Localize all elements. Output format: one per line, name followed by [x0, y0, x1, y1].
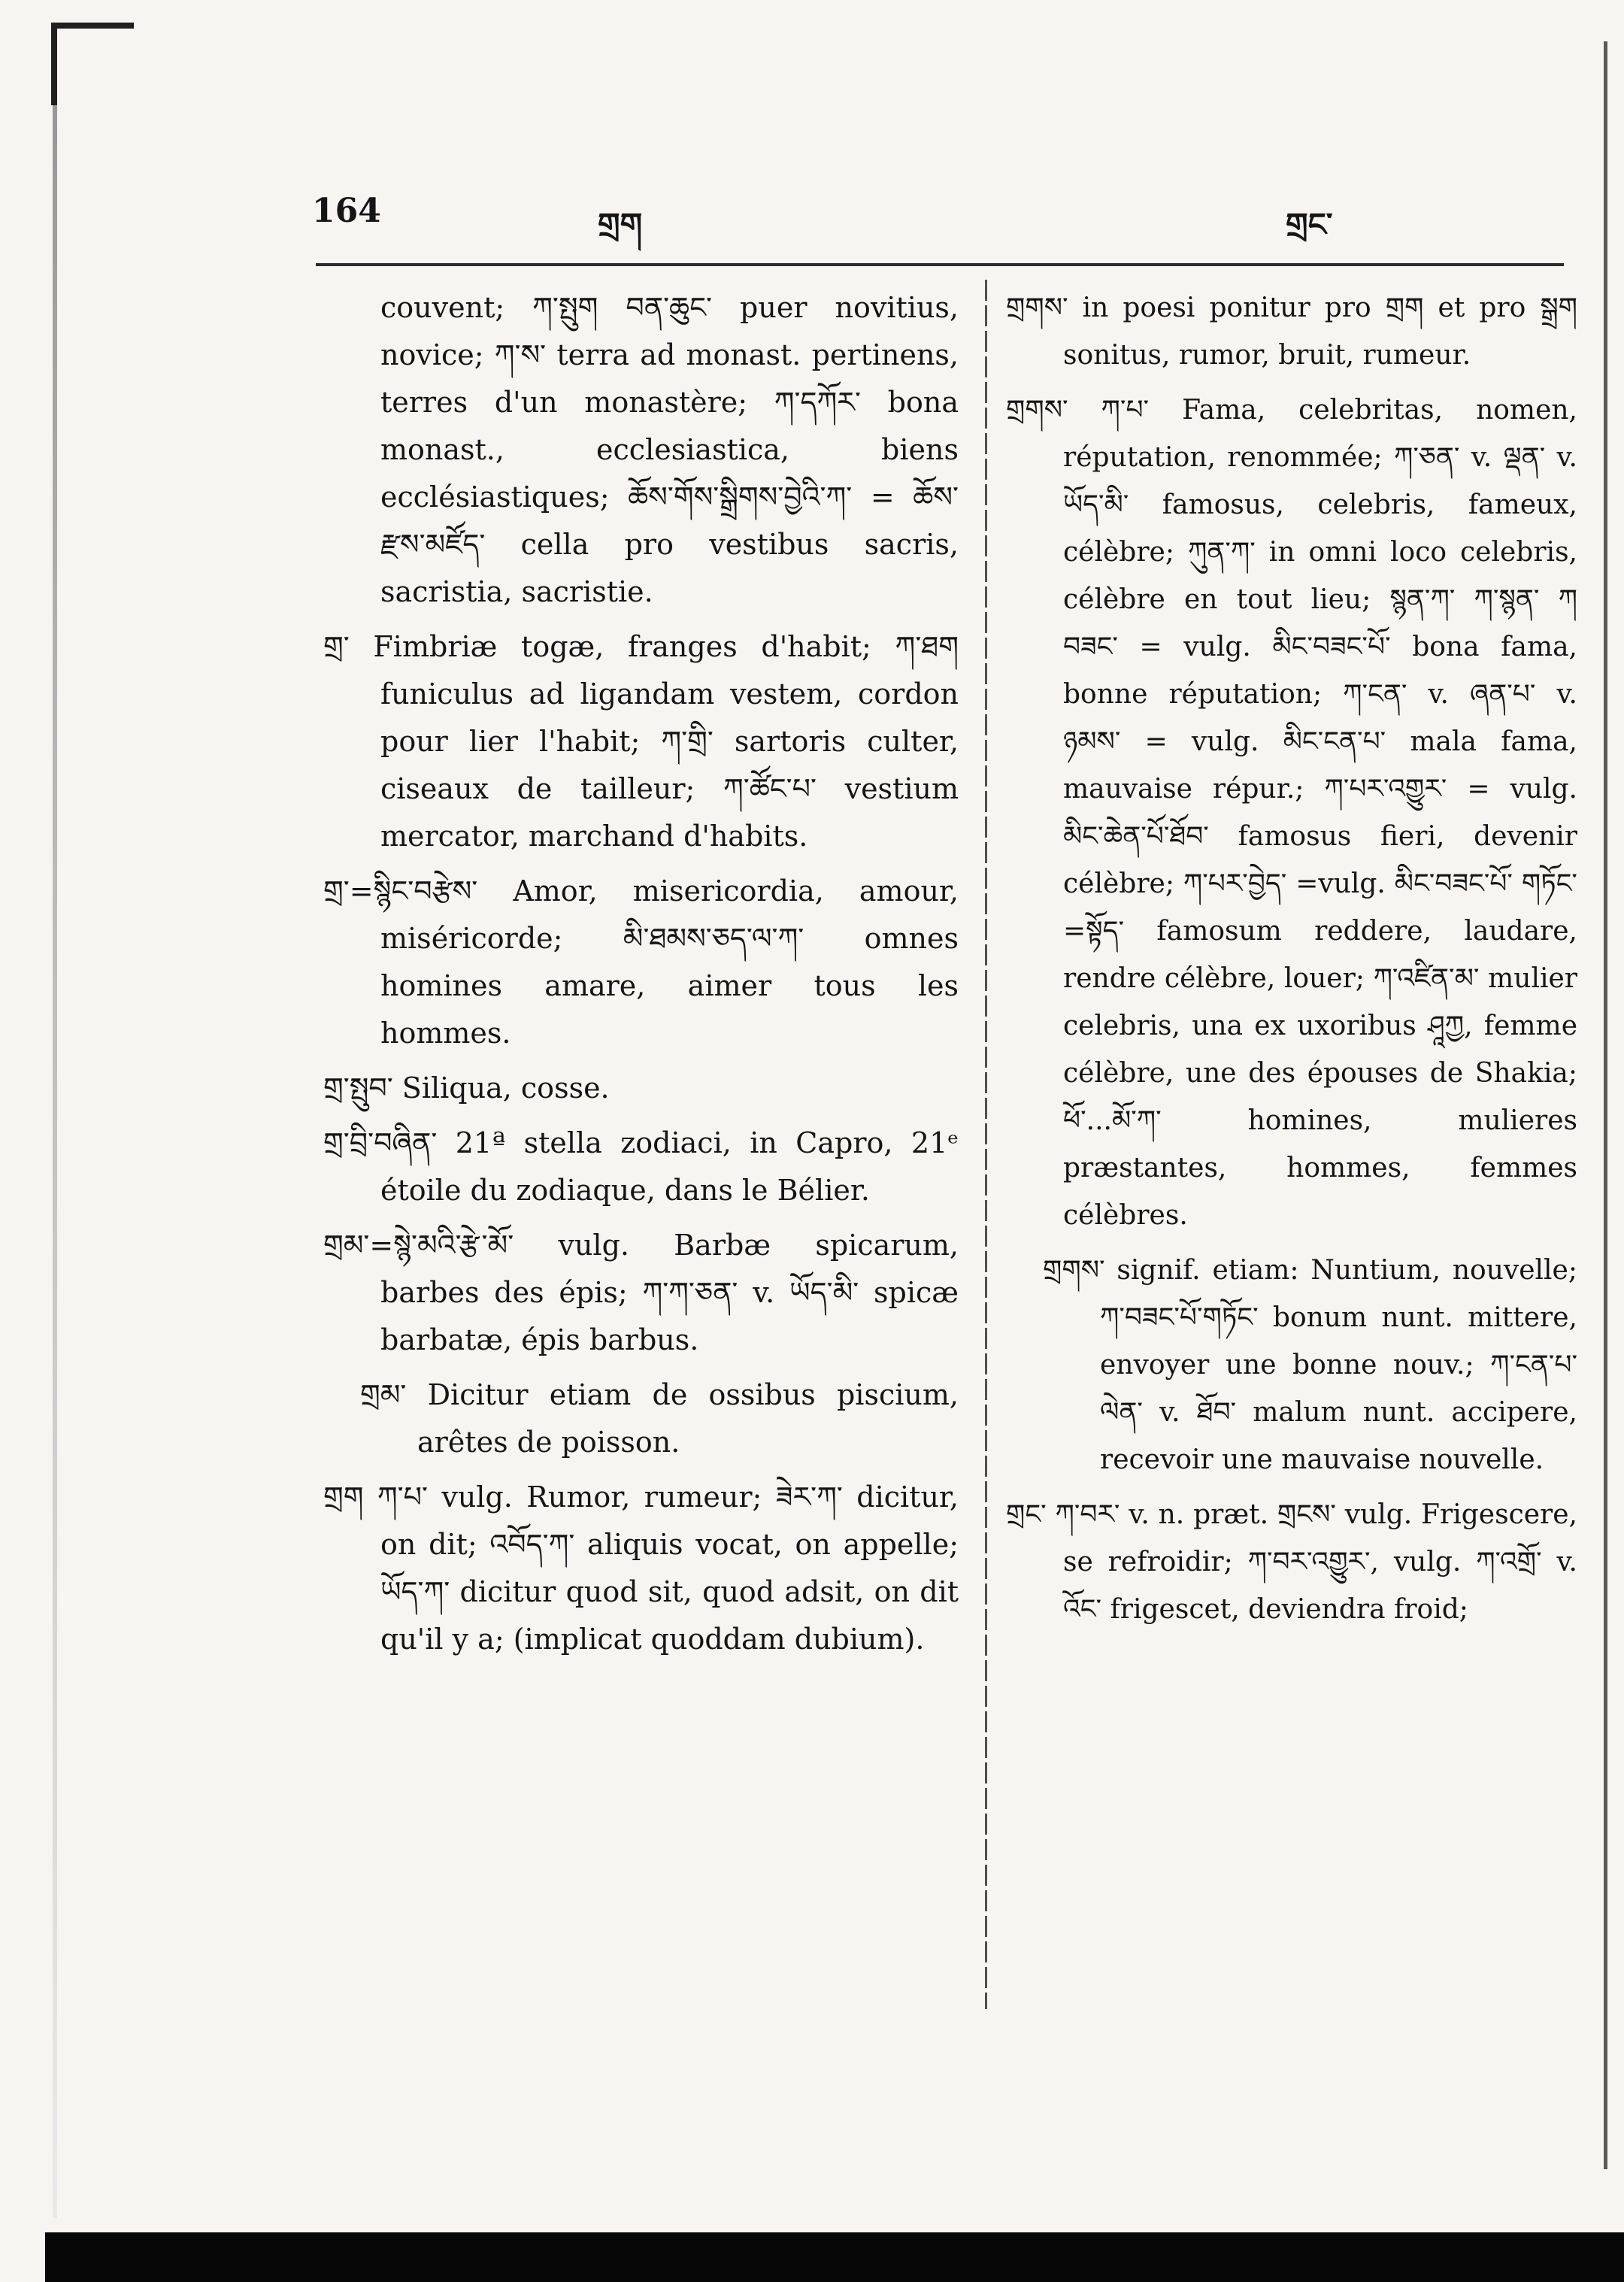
dictionary-entry — [1006, 1491, 1577, 1633]
entry-text: གྲང་ ཀ་བར་ v. n. præt. གྲངས་ vulg. Frigescere, se refroidir; ཀ་བར་འགྱུར་, vulg. ཀ་འགྲོ་ v. འོང་ frigescet, deviendra froid; — [1006, 1499, 1577, 1625]
left-running-head: གྲག — [598, 206, 643, 243]
entry-text: couvent; ཀ་སྤུག བན་ཆུང་ puer novitius, novice; ཀ་ས་ terra ad monast. pertinens, terres d'un monastère; ཀ་དཀོར་ bona monast., ecclesiastica, biens ecclésiastiques; ཆོས་གོས་སྒྲིགས་བྱེའི་ཀ་ = ཆོས་ རྫས་མཛོད་ cella pro vestibus sacris, sacristia, sacristie. — [380, 291, 959, 608]
right-scan-edge — [1604, 41, 1607, 2169]
page-number: 164 — [312, 192, 381, 230]
dictionary-entry — [323, 623, 959, 860]
dictionary-subentry — [323, 1371, 959, 1466]
dictionary-entry — [323, 1222, 959, 1364]
entry-text: གྲ་=སྙིང་བརྩེས་ Amor, misericordia, amour, miséricorde; མི་ཐམས་ཅད་ལ་ཀ་ omnes homines amare, aimer tous les hommes. — [323, 874, 959, 1050]
entry-text: གྲགས་ signif. etiam: Nuntium, nouvelle; ཀ་བཟང་པོ་གཏོང་ bonum nunt. mittere, envoyer une bonne nouv.; ཀ་ངན་པ་ ལེན་ v. ཐོབ་ malum nunt. accipere, recevoir une mauvaise nouvelle. — [1043, 1255, 1577, 1475]
dictionary-subentry — [1006, 1247, 1577, 1483]
dictionary-entry — [323, 1120, 959, 1214]
entry-text: གྲགས་ ཀ་པ་ Fama, celebritas, nomen, réputation, renommée; ཀ་ཅན་ v. ལྡན་ v. ཡོད་མི་ famosus, celebris, fameux, célèbre; ཀུན་ཀ་ in omni loco celebris, célèbre en tout lieu; སྙན་ཀ་ ཀ་སྙན་ ཀ བཟང་ = vulg. མིང་བཟང་པོ་ bona fama, bonne réputation; ཀ་ངན་ v. ཞན་པ་ v. ཉམས་ = vulg. མིང་ངན་པ་ mala fama, mauvaise répur.; ཀ་པར་འགྱུར་ = vulg. མིང་ཆེན་པོ་ཐོབ་ famosus fieri, devenir célèbre; ཀ་པར་བྱེད་ =vulg. མིང་བཟང་པོ་ གཏོང་=སྟོད་ famosum reddere, laudare, rendre célèbre, louer; ཀ་འཛིན་མ་ mulier celebris, una ex uxoribus ཤཱཀྱ, femme célèbre, une des épouses de Shakia; ཕོ་...མོ་ཀ་ homines, mulieres præstantes, hommes, femmes célèbres. — [1006, 395, 1577, 1231]
entry-text: གྲག ཀ་པ་ vulg. Rumor, rumeur; ཟེར་ཀ་ dicitur, on dit; འབོད་ཀ་ aliquis vocat, on appelle; ཡོད་ཀ་ dicitur quod sit, quod adsit, on dit qu'il y a; (implicat quoddam dubium). — [323, 1480, 959, 1656]
header-rule — [316, 263, 1564, 266]
right-running-head: གྲང་ — [1286, 206, 1333, 243]
dictionary-entry — [323, 284, 959, 616]
entry-text: གྲ་ Fimbriæ togæ, franges d'habit; ཀ་ཐག funiculus ad ligandam vestem, cordon pour lier l'habit; ཀ་གྲི་ sartoris culter, ciseaux de tailleur; ཀ་ཚོང་པ་ vestium mercator, marchand d'habits. — [323, 630, 959, 853]
dictionary-entry — [1006, 284, 1577, 379]
dictionary-entry — [1006, 386, 1577, 1239]
entry-text: གྲམ་ Dicitur etiam de ossibus piscium, arêtes de poisson. — [360, 1378, 959, 1459]
dictionary-entry — [323, 1474, 959, 1663]
entry-text: གྲ་བྲི་བཞིན་ 21ª stella zodiaci, in Capro, 21ᵉ étoile du zodiaque, dans le Bélier. — [323, 1126, 959, 1207]
column-divider — [985, 280, 987, 2009]
dictionary-entry — [323, 868, 959, 1057]
entry-text: གྲམ་=སྙེ་མའི་རྩེ་མོ་ vulg. Barbæ spicarum, barbes des épis; ཀ་ཀ་ཅན་ v. ཡོད་མི་ spicæ barbatæ, épis barbus. — [323, 1229, 959, 1356]
entry-text: གྲགས་ in poesi ponitur pro གྲག et pro སྒྲག sonitus, rumor, bruit, rumeur. — [1006, 292, 1577, 371]
corner-mark — [51, 23, 134, 105]
page-header — [312, 192, 1594, 244]
bottom-scan-band — [45, 2232, 1624, 2282]
dictionary-entry — [323, 1065, 959, 1112]
entry-text: གྲ་སྤུབ་ Siliqua, cosse. — [323, 1071, 610, 1105]
left-column — [323, 284, 959, 1671]
right-column — [1006, 284, 1577, 1641]
left-scan-edge — [53, 23, 57, 2218]
